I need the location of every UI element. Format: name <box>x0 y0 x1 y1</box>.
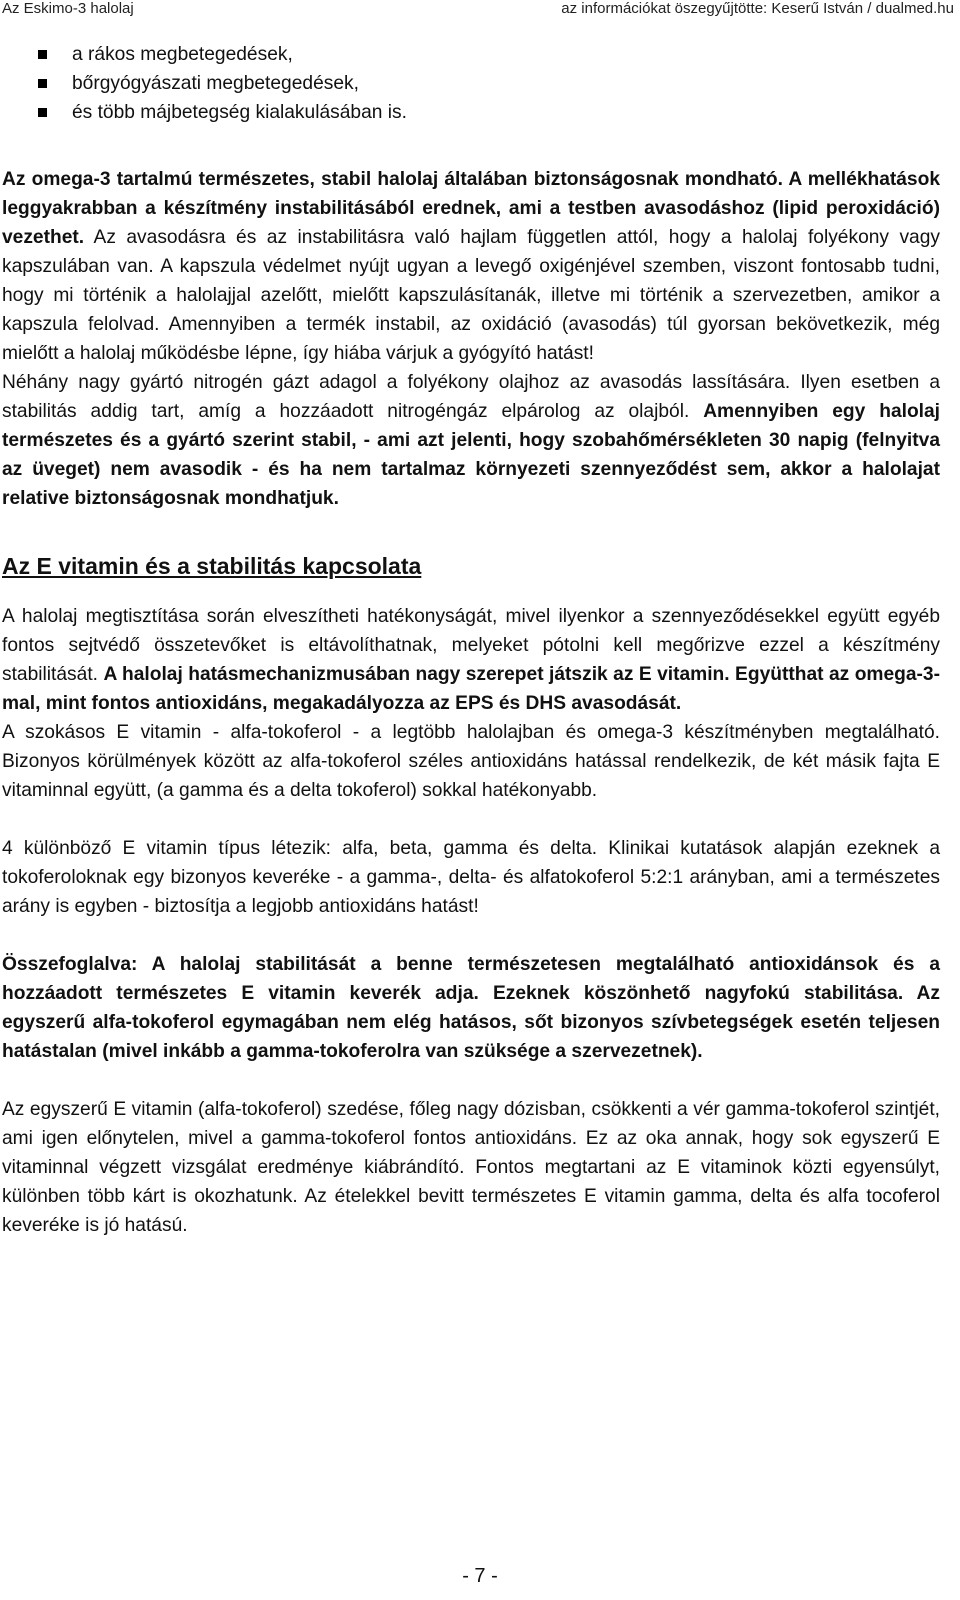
paragraph-dosage: Az egyszerű E vitamin (alfa-tokoferol) szedése, főleg nagy dózisban, csökkenti a vér gamma-tokoferol szintjét, ami igen előnytelen, mivel a gamma-tokoferol fontos antioxidáns. Ez az oka annak, hogy sok egyszerű E vitaminnal végzett vizsgálat eredménye kiábrándító. Fontos megtartani az E vitaminok közti egyensúlyt, különben több kárt is okozhatunk. Az ételekkel bevitt természetes E vitamin gamma, delta és alfa tocoferol keveréke is jó hatású. <box>2 1099 940 1236</box>
body-text: Az avasodásra és az instabilitásra való hajlam független attól, hogy a halolaj folyékony vagy kapszulában van. A kapszula védelmet nyújt ugyan a levegő oxigénjével szemben, viszont fontosabb tudni, hogy mi történik a halolajjal azelőtt, mielőtt kapszulásítanák, illetve mi történik a szervezetben, amikor a kapszula felolvad. Amennyiben a termék instabil, az oxidáció (avasodás) túl gyorsan bekövetkezik, még mielőtt a halolaj működésbe lépne, így hiába várjuk a gyógyító hatást! <box>2 227 940 364</box>
paragraph-summary: Összefoglalva: A halolaj stabilitását a benne természetesen megtalálható antioxidánsok és a hozzáadott természetes E vitamin keverék adja. Ezeknek köszönhető nagyfokú stabilitása. Az egyszerű alfa-tokoferol egymagában nem elég hatásos, sőt bizonyos szívbetegségek esetén teljesen hatástalan (mivel inkább a gamma-tokoferolra van szüksége a szervezetnek). <box>2 954 940 1062</box>
body-text: A halolaj megtisztítása során elveszítheti hatékonyságát, mivel ilyenkor a szennyeződésekkel együtt egyéb fontos sejtvédő összetevőket is eltávolíthatnak, melyeket pótolni kell megőrizve ezzel a készítmény stabilitását. <box>2 606 940 685</box>
paragraph-types: 4 különböző E vitamin típus létezik: alfa, beta, gamma és delta. Klinikai kutatások alapján ezeknek a tokoferoloknak egy bizonyos keveréke - a gamma-, delta- és alfatokoferol 5:2:1 arányban, ami a természetes arány is egyben - biztosítja a legjobb antioxidáns hatást! <box>2 838 940 917</box>
header-right-credit: az információkat öszegyűjtötte: Keserű István / dualmed.hu <box>561 0 954 17</box>
bold-text: Amennyiben egy halolaj természetes és a gyártó szerint stabil, - ami azt jelenti, hogy szobahőmérsékleten 30 napig (felnyitva az üveget) nem avasodik - és ha nem tartalmaz környezeti szennyeződést sem, akkor a halolajat relative biztonságosnak mondhatjuk. <box>2 401 940 509</box>
square-bullet-icon <box>38 108 47 117</box>
bold-text: Az omega-3 tartalmú természetes, stabil halolaj általában biztonságosnak mondható. A mellékhatások leggyakrabban a készítmény instabilitásából erednek, ami a testben avasodáshoz (lipid peroxidáció) vezethet. <box>2 169 940 248</box>
page-header <box>0 0 960 22</box>
paragraph-nitrogen <box>2 368 940 513</box>
section-heading: Az E vitamin és a stabilitás kapcsolata <box>2 553 422 579</box>
header-left-title: Az Eskimo-3 halolaj <box>2 0 134 17</box>
list-item: a rákos megbetegedések, <box>2 40 940 69</box>
paragraph-stability <box>2 165 940 368</box>
body-text: Néhány nagy gyártó nitrogén gázt adagol a folyékony olajhoz az avasodás lassítására. Ilyen esetben a stabilitás addig tart, amíg a hozzáadott nitrogéngáz elpárolog az olajból. <box>2 372 940 422</box>
bold-text: A halolaj hatásmechanizmusában nagy szerepet játszik az E vitamin. Együtthat az omega-3-mal, mint fontos antioxidáns, megakadályozza az EPS és DHS avasodását. <box>2 664 940 714</box>
list-item: bőrgyógyászati megbetegedések, <box>2 69 940 98</box>
list-item: és több májbetegség kialakulásában is. <box>2 98 940 127</box>
page-number: - 7 - <box>462 1565 498 1587</box>
paragraph-vitamin-e <box>2 602 940 718</box>
square-bullet-icon <box>38 79 47 88</box>
paragraph-alpha-tocopherol: A szokásos E vitamin - alfa-tokoferol - a legtöbb halolajban és omega-3 készítményben megtalálható. Bizonyos körülmények között az alfa-tokoferol széles antioxidáns hatással rendelkezik, de két másik fajta E vitaminnal együtt, (a gamma és a delta tokoferol) sokkal hatékonyabb. <box>2 722 940 801</box>
document-body <box>2 40 940 1240</box>
square-bullet-icon <box>38 50 47 59</box>
bullet-list <box>2 40 940 127</box>
